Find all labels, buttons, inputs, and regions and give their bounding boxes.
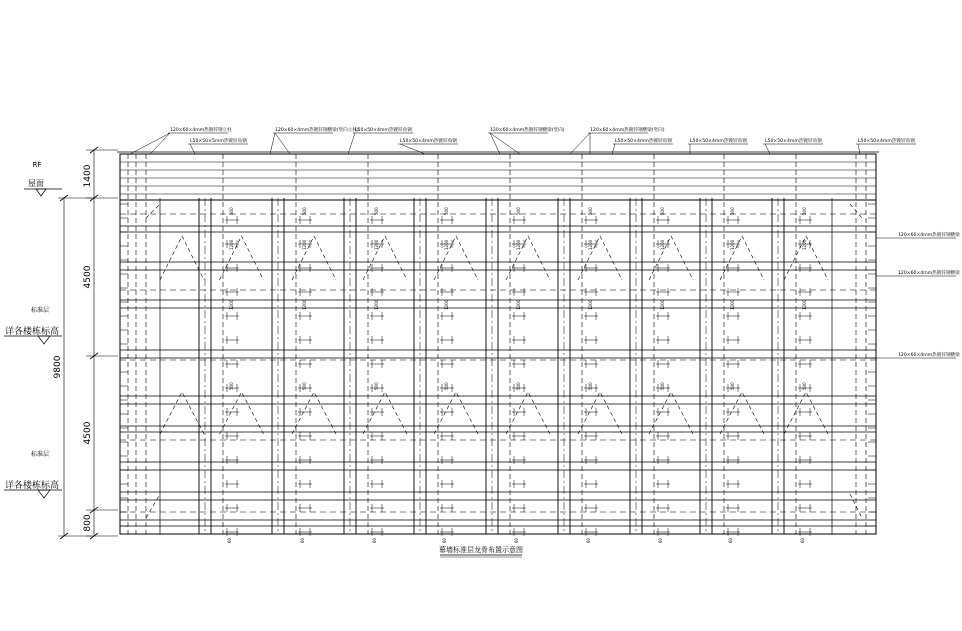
bay-chevron	[649, 392, 693, 434]
callout-leader	[348, 133, 355, 154]
bay-chevron	[292, 236, 336, 280]
bay-chevron	[363, 236, 407, 280]
bay-dimension: 1200	[302, 299, 307, 310]
callout-leader	[612, 144, 615, 154]
bay-dimension: 1200	[229, 239, 234, 250]
callout-top: 120×60×4mm热镀锌钢横梁(竖向)	[590, 128, 665, 133]
bay-dimension: 500	[660, 382, 665, 390]
callout-leader	[130, 133, 170, 154]
level-marker	[38, 490, 50, 498]
bay-dimension: 1200	[302, 239, 307, 250]
column-tag: 60	[300, 537, 305, 543]
column-tag: 60	[728, 537, 733, 543]
callout-top: L50×50×4mm热镀锌角钢	[690, 139, 747, 144]
column-tag: 60	[372, 537, 377, 543]
bay-chevron	[784, 392, 828, 434]
callout-leader	[275, 133, 290, 154]
callout-top: L50×50×4mm热镀锌角钢	[615, 139, 672, 144]
level-marker	[36, 189, 46, 196]
bay-dimension: 500	[229, 207, 234, 215]
bay-dimension: 1200	[516, 239, 521, 250]
dimension-lower: 4500	[83, 421, 93, 445]
bay-dimension: 500	[730, 382, 735, 390]
bay-chevron	[720, 392, 764, 434]
bay-dimension: 1200	[444, 299, 449, 310]
bay-chevron	[578, 392, 622, 434]
bay-dimension: 500	[730, 207, 735, 215]
bay-chevron	[220, 236, 264, 280]
bay-chevron	[220, 392, 264, 434]
bay-chevron	[160, 236, 204, 280]
roof-level-name: 屋面	[28, 179, 44, 188]
callout-top: 120×60×4mm热镀锌钢横梁(竖向)	[490, 128, 565, 133]
column-tag: 60	[227, 537, 232, 543]
bay-dimension: 1200	[588, 239, 593, 250]
bay-dimension: 1200	[660, 239, 665, 250]
bay-chevron	[363, 392, 407, 434]
bay-chevron	[292, 392, 336, 434]
corner-diagonal	[146, 204, 160, 218]
callout-leader	[150, 133, 170, 154]
bay-dimension: 1200	[444, 239, 449, 250]
bay-chevron	[506, 236, 550, 280]
floor-label: 标准层	[30, 451, 50, 458]
callout-leader	[765, 144, 770, 154]
bay-dimension: 500	[374, 382, 379, 390]
bay-dimension: 500	[588, 207, 593, 215]
callout-top: L50×50×5mm热镀锌角钢	[190, 139, 247, 144]
dimension-bottom: 800	[83, 514, 93, 532]
bay-dimension: 1200	[374, 299, 379, 310]
column-tag: 60	[800, 537, 805, 543]
callout-leader	[270, 133, 275, 154]
callout-leader	[400, 144, 425, 154]
bay-dimension: 500	[229, 382, 234, 390]
column-tag: 60	[442, 537, 447, 543]
floor-elevation-2: 详各楼栋标高	[4, 481, 60, 491]
bay-dimension: 500	[802, 207, 807, 215]
bay-chevron	[720, 236, 764, 280]
bay-dimension: 500	[802, 382, 807, 390]
bay-chevron	[578, 236, 622, 280]
floor-label: 标准层	[30, 307, 50, 314]
callout-leader	[490, 133, 500, 154]
callout-leader	[858, 144, 860, 154]
corner-diagonal	[146, 494, 160, 518]
column-tag: 60	[658, 537, 663, 543]
dimension-top: 1400	[83, 164, 93, 188]
bay-chevron	[649, 236, 693, 280]
dimension-upper: 4500	[83, 265, 93, 289]
roof-level-code: RF	[32, 161, 42, 169]
column-tag: 60	[514, 537, 519, 543]
bay-chevron	[434, 236, 478, 280]
bay-chevron	[160, 392, 204, 434]
bay-dimension: 1200	[730, 299, 735, 310]
callout-leader	[570, 133, 590, 154]
callout-top: L50×50×4mm热镀锌角钢	[400, 139, 457, 144]
bay-dimension: 1200	[516, 299, 521, 310]
floor-elevation-1: 详各楼栋标高	[4, 327, 60, 337]
bay-dimension: 1200	[802, 299, 807, 310]
bay-dimension: 1200	[588, 299, 593, 310]
callout-top: L50×50×4mm热镀锌角钢	[355, 128, 412, 133]
dimension-total: 9800	[53, 355, 63, 379]
callout-top: L50×50×4mm热镀锌角钢	[765, 139, 822, 144]
bay-dimension: 500	[516, 207, 521, 215]
callout-top: 120×60×4mm热镀锌钢横梁(竖向立柱)	[275, 128, 359, 133]
bay-dimension: 500	[660, 207, 665, 215]
drawing-title: 幕墙标准层龙骨布置示意图	[439, 546, 523, 554]
bay-dimension: 1200	[660, 299, 665, 310]
bay-dimension: 500	[516, 382, 521, 390]
callout-right: 120×60×4mm热镀锌钢横梁	[898, 353, 960, 358]
column-tag: 60	[586, 537, 591, 543]
callout-top: L50×50×4mm热镀锌角钢	[858, 139, 915, 144]
bay-dimension: 500	[374, 207, 379, 215]
bay-dimension: 500	[302, 382, 307, 390]
callout-top: 120×60×4mm热镀锌钢立柱	[170, 128, 232, 133]
bay-chevron	[434, 392, 478, 434]
bay-dimension: 1200	[730, 239, 735, 250]
callout-right: 120×60×4mm热镀锌钢横梁	[898, 233, 960, 238]
bay-dimension: 1200	[229, 299, 234, 310]
bay-dimension: 500	[588, 382, 593, 390]
level-marker	[38, 336, 50, 344]
bay-chevron	[506, 392, 550, 434]
bay-dimension: 500	[444, 382, 449, 390]
bay-dimension: 500	[302, 207, 307, 215]
bay-dimension: 500	[444, 207, 449, 215]
callout-leader	[490, 133, 520, 154]
callout-right: 120×60×4mm热镀锌钢横梁	[898, 271, 960, 276]
bay-dimension: 1200	[802, 239, 807, 250]
callout-leader	[190, 144, 195, 154]
bay-dimension: 1200	[374, 239, 379, 250]
